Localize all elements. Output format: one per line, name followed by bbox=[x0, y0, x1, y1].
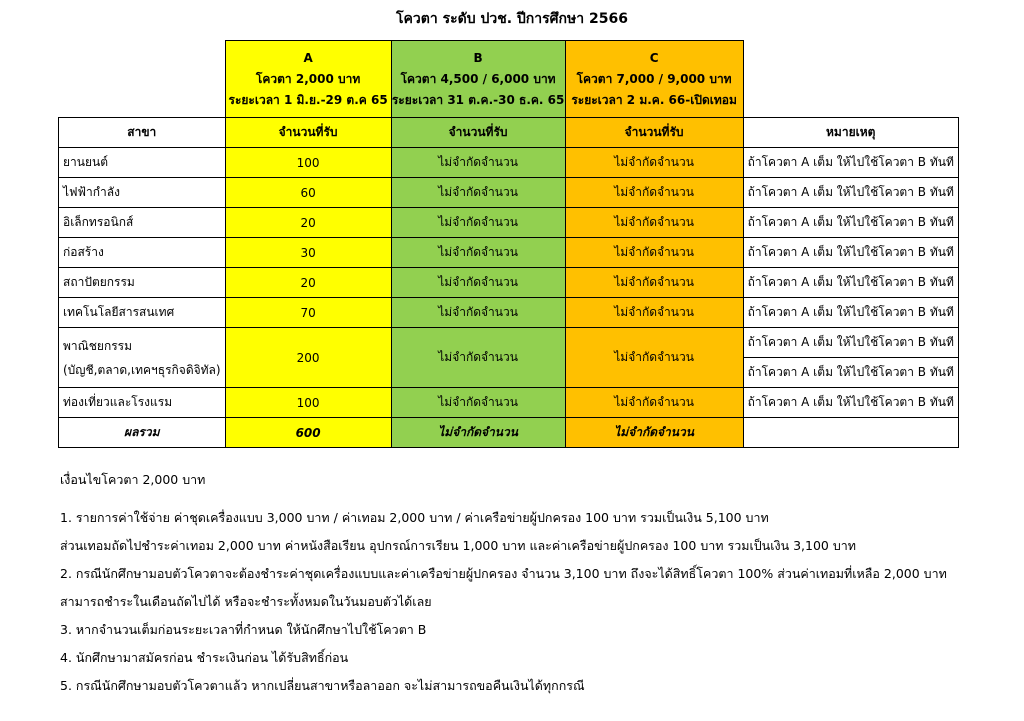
quota-header-row bbox=[59, 41, 959, 118]
page-title: โควตา ระดับ ปวช. ปีการศึกษา 2566 bbox=[396, 11, 628, 27]
quota-b-count: ไม่จำกัดจำนวน bbox=[391, 298, 565, 328]
quota-a-count: 200 bbox=[225, 328, 391, 388]
row-note: ถ้าโควตา A เต็ม ให้ไปใช้โควตา B ทันที bbox=[743, 268, 958, 298]
quota-b-count: ไม่จำกัดจำนวน bbox=[391, 328, 565, 388]
quota-c-count: ไม่จำกัดจำนวน bbox=[565, 208, 743, 238]
quota-letter: C bbox=[649, 50, 659, 65]
quota-a-count: 100 bbox=[225, 148, 391, 178]
row-note: ถ้าโควตา A เต็ม ให้ไปใช้โควตา B ทันที bbox=[743, 238, 958, 268]
table-row bbox=[59, 268, 959, 298]
row-note: ถ้าโควตา A เต็ม ให้ไปใช้โควตา B ทันที bbox=[743, 178, 958, 208]
quota-c-count: ไม่จำกัดจำนวน bbox=[565, 298, 743, 328]
quota-price: โควตา 2,000 บาท bbox=[255, 71, 361, 86]
quota-price: โควตา 7,000 / 9,000 บาท bbox=[576, 71, 732, 86]
conditions-heading: เงื่อนไขโควตา 2,000 บาท bbox=[60, 472, 206, 487]
major-name-line: (บัญชี,ตลาด,เทคฯธุรกิจดิจิทัล) bbox=[63, 362, 221, 377]
quota-b-count: ไม่จำกัดจำนวน bbox=[391, 238, 565, 268]
quota-c-count: ไม่จำกัดจำนวน bbox=[565, 148, 743, 178]
quota-a-count: 60 bbox=[225, 178, 391, 208]
major-name: ไฟฟ้ากำลัง bbox=[59, 178, 226, 208]
major-name bbox=[59, 328, 226, 388]
quota-b-count: ไม่จำกัดจำนวน bbox=[391, 208, 565, 238]
table-row bbox=[59, 298, 959, 328]
quota-a-count: 30 bbox=[225, 238, 391, 268]
row-note: ถ้าโควตา A เต็ม ให้ไปใช้โควตา B ทันที bbox=[743, 388, 958, 418]
major-name: เทคโนโลยีสารสนเทศ bbox=[59, 298, 226, 328]
quota-c-count: ไม่จำกัดจำนวน bbox=[565, 268, 743, 298]
table-row bbox=[59, 208, 959, 238]
quota-letter: A bbox=[303, 50, 313, 65]
total-b: ไม่จำกัดจำนวน bbox=[391, 418, 565, 448]
quota-c-count: ไม่จำกัดจำนวน bbox=[565, 388, 743, 418]
column-header-row bbox=[59, 118, 959, 148]
condition-line: 4. นักศึกษามาสมัครก่อน ชำระเงินก่อน ได้รับสิทธิ์ก่อน bbox=[60, 650, 349, 665]
quota-c-header bbox=[565, 41, 743, 118]
quota-c-count: ไม่จำกัดจำนวน bbox=[565, 328, 743, 388]
major-name: อิเล็กทรอนิกส์ bbox=[59, 208, 226, 238]
major-name: สถาปัตยกรรม bbox=[59, 268, 226, 298]
table-row bbox=[59, 148, 959, 178]
conditions-section bbox=[60, 470, 980, 700]
condition-line: 3. หากจำนวนเต็มก่อนระยะเวลาที่กำหนด ให้นักศึกษาไปใช้โควตา B bbox=[60, 622, 427, 637]
quota-b-count-header: จำนวนที่รับ bbox=[391, 118, 565, 148]
table-row bbox=[59, 388, 959, 418]
quota-period: ระยะเวลา 31 ต.ค.-30 ธ.ค. 65 bbox=[391, 92, 565, 107]
quota-b-count: ไม่จำกัดจำนวน bbox=[391, 388, 565, 418]
row-note: ถ้าโควตา A เต็ม ให้ไปใช้โควตา B ทันที bbox=[743, 328, 958, 358]
quota-b-count: ไม่จำกัดจำนวน bbox=[391, 148, 565, 178]
quota-b-count: ไม่จำกัดจำนวน bbox=[391, 268, 565, 298]
quota-period: ระยะเวลา 1 มิ.ย.-29 ต.ค 65 bbox=[228, 92, 388, 107]
condition-line: 1. รายการค่าใช้จ่าย ค่าชุดเครื่องแบบ 3,000 บาท / ค่าเทอม 2,000 บาท / ค่าเครือข่ายผู้ปกครอง 100 บาท รวมเป็นเงิน 5,100 บาท bbox=[60, 510, 769, 525]
quota-b-header bbox=[391, 41, 565, 118]
quota-a-count: 20 bbox=[225, 208, 391, 238]
major-name: ยานยนต์ bbox=[59, 148, 226, 178]
total-c: ไม่จำกัดจำนวน bbox=[565, 418, 743, 448]
quota-letter: B bbox=[473, 50, 483, 65]
table-row-commerce bbox=[59, 328, 959, 358]
quota-c-count: ไม่จำกัดจำนวน bbox=[565, 238, 743, 268]
quota-a-header bbox=[225, 41, 391, 118]
table-row bbox=[59, 238, 959, 268]
quota-period: ระยะเวลา 2 ม.ค. 66-เปิดเทอม bbox=[571, 92, 737, 107]
quota-a-count: 100 bbox=[225, 388, 391, 418]
major-name-line: พาณิชยกรรม bbox=[63, 338, 133, 353]
condition-line: 2. กรณีนักศึกษามอบตัวโควตาจะต้องชำระค่าชุดเครื่องแบบและค่าเครือข่ายผู้ปกครอง จำนวน 3,100 บาท ถึงจะได้สิทธิ์โควตา 100% ส่วนค่าเทอมที่เหลือ 2,000 บาท bbox=[60, 566, 947, 581]
total-a: 600 bbox=[225, 418, 391, 448]
condition-line: 5. กรณีนักศึกษามอบตัวโควตาแล้ว หากเปลี่ยนสาขาหรือลาออก จะไม่สามารถขอคืนเงินได้ทุกกรณี bbox=[60, 678, 585, 693]
quota-a-count: 70 bbox=[225, 298, 391, 328]
major-header: สาขา bbox=[59, 118, 226, 148]
condition-line: สามารถชำระในเดือนถัดไปได้ หรือจะชำระทั้งหมดในวันมอบตัวได้เลย bbox=[60, 594, 432, 609]
quota-b-count: ไม่จำกัดจำนวน bbox=[391, 178, 565, 208]
row-note: ถ้าโควตา A เต็ม ให้ไปใช้โควตา B ทันที bbox=[743, 358, 958, 388]
major-name: ท่องเที่ยวและโรงแรม bbox=[59, 388, 226, 418]
table-row bbox=[59, 178, 959, 208]
quota-a-count-header: จำนวนที่รับ bbox=[225, 118, 391, 148]
quota-a-count: 20 bbox=[225, 268, 391, 298]
total-row bbox=[59, 418, 959, 448]
quota-c-count-header: จำนวนที่รับ bbox=[565, 118, 743, 148]
total-note bbox=[743, 418, 958, 448]
quota-table bbox=[58, 40, 959, 448]
quota-price: โควตา 4,500 / 6,000 บาท bbox=[400, 71, 556, 86]
total-label: ผลรวม bbox=[59, 418, 226, 448]
note-header: หมายเหตุ bbox=[743, 118, 958, 148]
row-note: ถ้าโควตา A เต็ม ให้ไปใช้โควตา B ทันที bbox=[743, 208, 958, 238]
quota-c-count: ไม่จำกัดจำนวน bbox=[565, 178, 743, 208]
row-note: ถ้าโควตา A เต็ม ให้ไปใช้โควตา B ทันที bbox=[743, 148, 958, 178]
major-name: ก่อสร้าง bbox=[59, 238, 226, 268]
condition-line: ส่วนเทอมถัดไปชำระค่าเทอม 2,000 บาท ค่าหนังสือเรียน อุปกรณ์การเรียน 1,000 บาท และค่าเครือข่ายผู้ปกครอง 100 บาท รวมเป็นเงิน 3,100 บาท bbox=[60, 538, 857, 553]
row-note: ถ้าโควตา A เต็ม ให้ไปใช้โควตา B ทันที bbox=[743, 298, 958, 328]
